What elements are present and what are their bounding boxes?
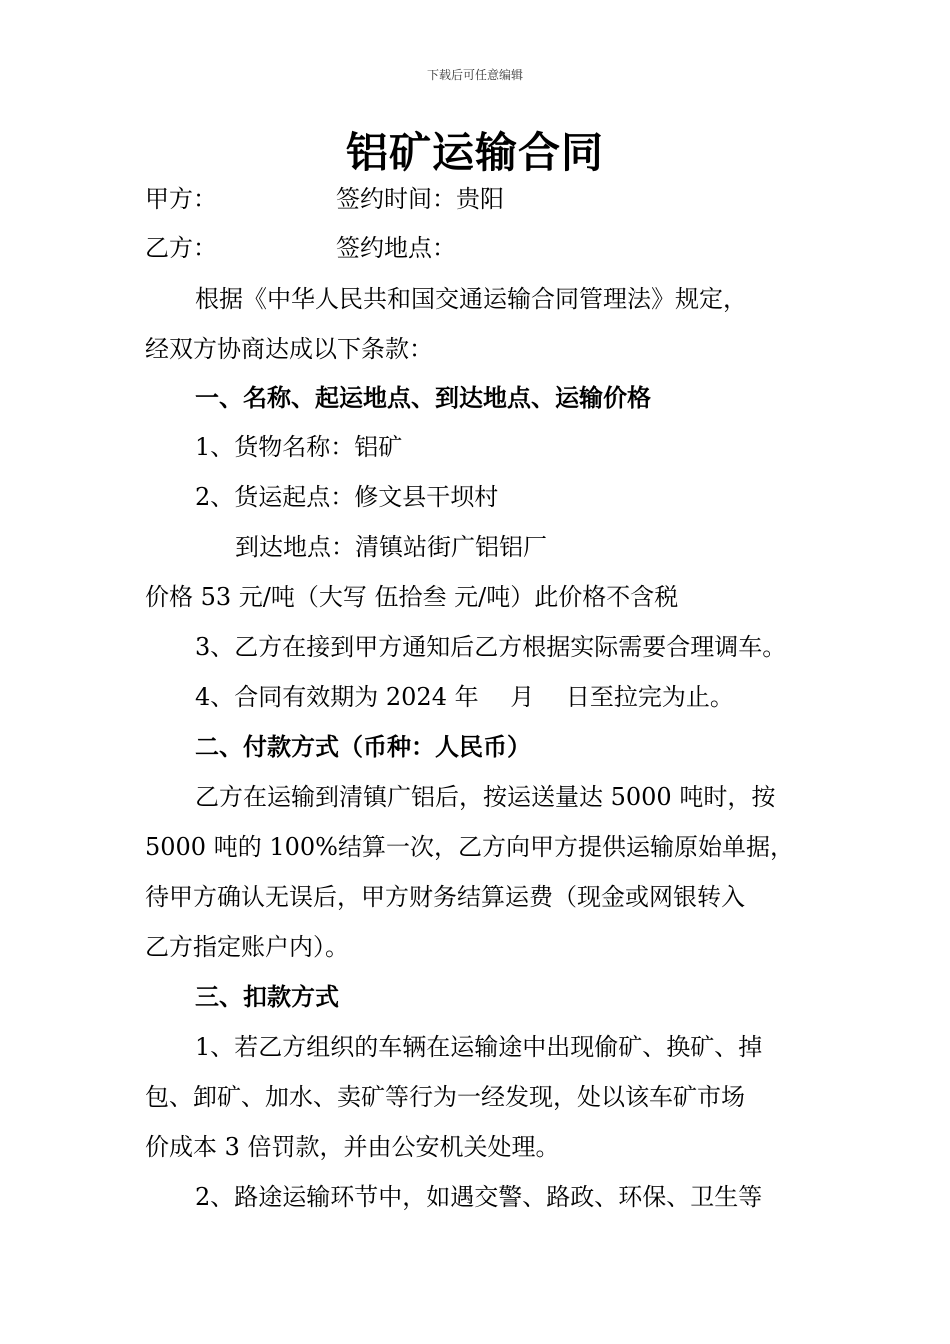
sign-place: 签约地点： (336, 234, 456, 262)
section-3-title: 三、扣款方式 (195, 982, 339, 1011)
party-a-row (145, 184, 217, 214)
section-2-line-2: 5000 吨的 100%结算一次，乙方向甲方提供运输原始单据， (145, 833, 794, 861)
section-1-price: 价格 53 元/吨（大写 伍拾叁 元/吨）此价格不含税 (145, 583, 679, 611)
section-3-line-4: 2、路途运输环节中，如遇交警、路政、环保、卫生等 (195, 1183, 763, 1211)
section-1-item-2: 2、货运起点：修文县干坝村 (195, 483, 499, 511)
section-2-line-3: 待甲方确认无误后，甲方财务结算运费（现金或网银转入 (145, 883, 745, 911)
document-title: 铝矿运输合同 (345, 128, 604, 177)
section-2-title: 二、付款方式（币种：人民币） (195, 732, 531, 761)
sign-time: 签约时间：贵阳 (336, 185, 504, 213)
section-1-item-2b: 到达地点：清镇站街广铝铝厂 (235, 533, 547, 561)
party-b-row (145, 233, 217, 263)
intro-line-1: 根据《中华人民共和国交通运输合同管理法》规定， (195, 285, 747, 313)
section-3-line-2: 包、卸矿、加水、卖矿等行为一经发现，处以该车矿市场 (145, 1083, 745, 1111)
section-3-line-1: 1、若乙方组织的车辆在运输途中出现偷矿、换矿、掉 (195, 1033, 763, 1061)
section-1-item-1: 1、货物名称：铝矿 (195, 433, 403, 461)
party-a-label: 甲方： (145, 185, 217, 213)
section-3-line-3: 价成本 3 倍罚款，并由公安机关处理。 (145, 1133, 560, 1161)
intro-line-2: 经双方协商达成以下条款： (145, 335, 433, 363)
section-1-title: 一、名称、起运地点、到达地点、运输价格 (195, 383, 651, 412)
section-1-item-3: 3、乙方在接到甲方通知后乙方根据实际需要合理调车。 (195, 633, 787, 661)
header-note: 下载后可任意编辑 (426, 68, 523, 82)
section-2-line-1: 乙方在运输到清镇广铝后，按运送量达 5000 吨时，按 (195, 783, 776, 811)
party-b-label: 乙方： (145, 234, 217, 262)
section-1-item-4: 4、合同有效期为 2024 年 月 日至拉完为止。 (195, 683, 734, 711)
section-2-line-4: 乙方指定账户内）。 (145, 933, 349, 961)
